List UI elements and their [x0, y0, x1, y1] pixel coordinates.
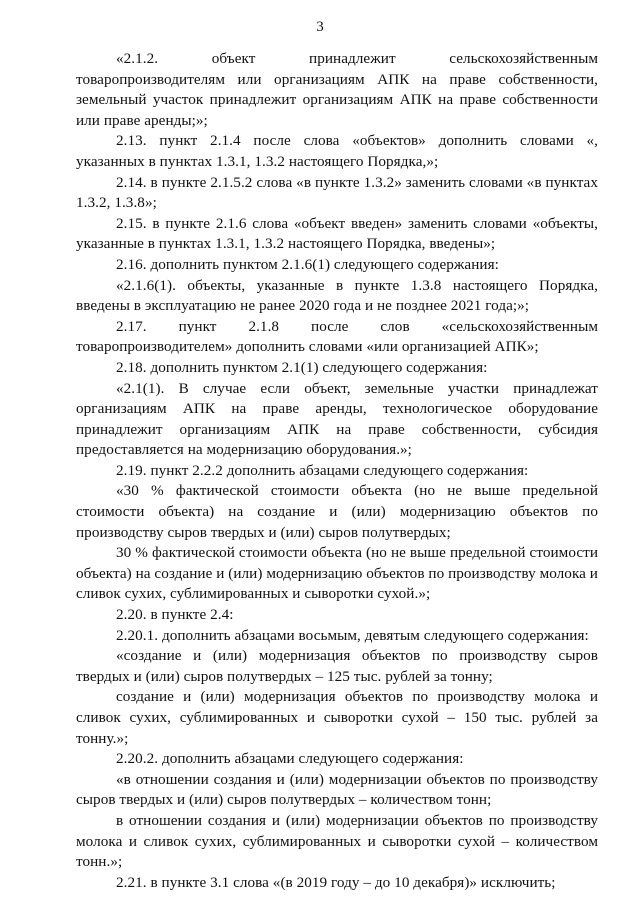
paragraph: 2.16. дополнить пунктом 2.1.6(1) следующего содержания:: [116, 255, 499, 273]
paragraph: «2.1.2. объект принадлежит сельскохозяйственным товаропроизводителям или организациям АПК на праве собственности, земельный участок принадлежит организациям АПК на праве собственности или праве аренды;»;: [76, 50, 598, 129]
paragraph: 2.20. в пункте 2.4:: [116, 606, 234, 624]
paragraph: «2.1.6(1). объекты, указанные в пункте 1.3.8 настоящего Порядка, введены в эксплуатацию не ранее 2020 года и не позднее 2021 года;»;: [76, 276, 598, 315]
paragraph: 2.15. в пункте 2.1.6 слова «объект введен» заменить словами «объекты, указанные в пунктах 1.3.1, 1.3.2 настоящего Порядка, введены»;: [76, 214, 598, 253]
paragraph: 2.20.1. дополнить абзацами восьмым, девятым следующего содержания:: [116, 626, 589, 644]
paragraph: 2.21. в пункте 3.1 слова «(в 2019 году – до 10 декабря)» исключить;: [116, 873, 556, 891]
paragraph: 2.18. дополнить пунктом 2.1(1) следующего содержания:: [116, 358, 488, 376]
paragraph: «2.1(1). В случае если объект, земельные участки принадлежат организациям АПК на праве аренды, технологическое оборудование принадлежит организациям АПК на праве собственности, субсидия предоставляется на модернизацию оборудования.»;: [76, 379, 598, 459]
paragraph: «30 % фактической стоимости объекта (но не выше предельной стоимости объекта) на создание и (или) модернизацию объектов по производству сыров твердых и (или) сыров полутвердых;: [76, 482, 598, 541]
paragraph: 2.17. пункт 2.1.8 после слов «сельскохозяйственным товаропроизводителем» дополнить словами «или организацией АПК»;: [76, 317, 598, 356]
paragraph: «создание и (или) модернизация объектов по производству сыров твердых и (или) сыров полутвердых – 125 тыс. рублей за тонну;: [76, 647, 598, 685]
document-body: [76, 49, 598, 893]
paragraph: создание и (или) модернизация объектов по производству молока и сливок сухих, сублимированных и сыворотки сухой – 150 тыс. рублей за тонну.»;: [76, 688, 598, 747]
paragraph: «в отношении создания и (или) модернизации объектов по производству сыров твердых и (или) сыров полутвердых – количеством тонн;: [76, 770, 598, 809]
paragraph: 2.14. в пункте 2.1.5.2 слова «в пункте 1.3.2» заменить словами «в пунктах 1.3.2, 1.3.8»;: [76, 173, 598, 212]
paragraph: 2.19. пункт 2.2.2 дополнить абзацами следующего содержания:: [116, 461, 529, 479]
paragraph: 2.20.2. дополнить абзацами следующего содержания:: [116, 750, 464, 768]
paragraph: в отношении создания и (или) модернизации объектов по производству молока и сливок сухих, сублимированных и сыворотки сухой – количеством тонн.»;: [76, 811, 598, 871]
paragraph: 2.13. пункт 2.1.4 после слова «объектов» дополнить словами «, указанных в пунктах 1.3.1, 1.3.2 настоящего Порядка,»;: [76, 132, 598, 170]
page-number: 3: [316, 19, 324, 35]
paragraph: 30 % фактической стоимости объекта (но не выше предельной стоимости объекта) на создание и (или) модернизацию объектов по производству молока и сливок сухих, сублимированных и сыворотки сухой.»;: [76, 544, 598, 603]
